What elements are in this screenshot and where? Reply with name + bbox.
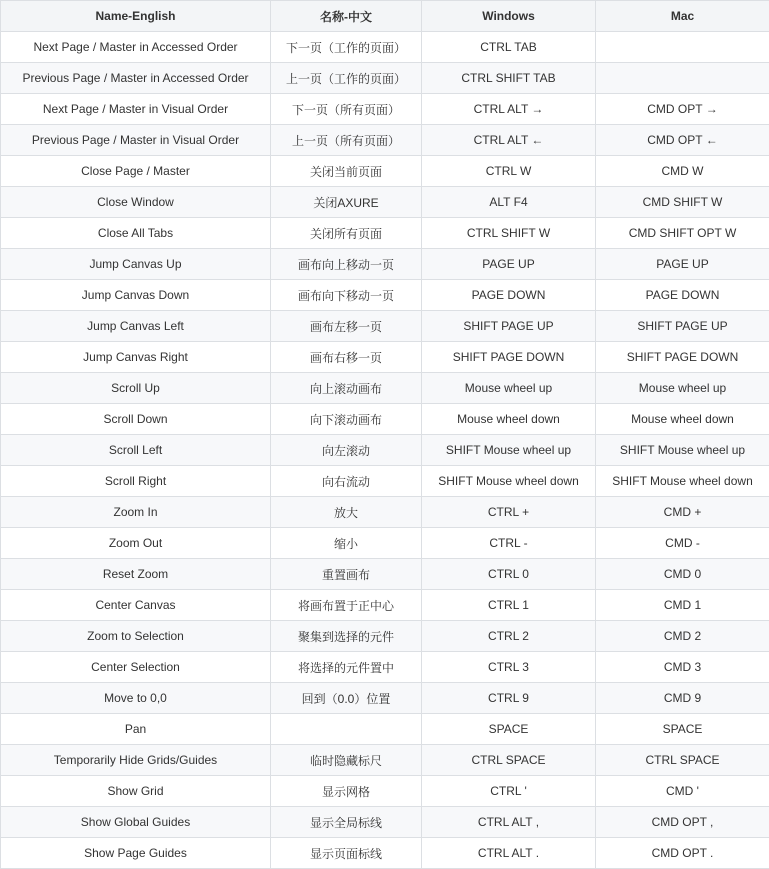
cell-windows: CTRL ALT , [422, 807, 596, 838]
cell-name-english: Scroll Left [1, 435, 271, 466]
cell-name-chinese: 将选择的元件置中 [271, 652, 422, 683]
cell-windows: CTRL SHIFT W [422, 218, 596, 249]
cell-name-english: Show Global Guides [1, 807, 271, 838]
cell-name-chinese: 显示全局标线 [271, 807, 422, 838]
table-row [1, 466, 769, 497]
table-row [1, 187, 769, 218]
cell-name-english: Show Grid [1, 776, 271, 807]
table-row [1, 838, 769, 869]
cell-windows: PAGE UP [422, 249, 596, 280]
table-row [1, 249, 769, 280]
table-row [1, 621, 769, 652]
table-row [1, 125, 769, 156]
cell-name-chinese: 回到（0.0）位置 [271, 683, 422, 714]
table-row [1, 497, 769, 528]
cell-windows: CTRL SPACE [422, 745, 596, 776]
cell-name-english: Jump Canvas Right [1, 342, 271, 373]
cell-mac [596, 63, 769, 94]
cell-name-chinese: 关闭当前页面 [271, 156, 422, 187]
cell-name-english: Jump Canvas Left [1, 311, 271, 342]
cell-name-chinese: 上一页（所有页面） [271, 125, 422, 156]
cell-name-chinese: 画布左移一页 [271, 311, 422, 342]
cell-name-chinese: 将画布置于正中心 [271, 590, 422, 621]
cell-windows: Mouse wheel up [422, 373, 596, 404]
cell-name-chinese: 放大 [271, 497, 422, 528]
cell-mac [596, 32, 769, 63]
cell-mac: SHIFT PAGE DOWN [596, 342, 769, 373]
table-row [1, 63, 769, 94]
cell-windows: PAGE DOWN [422, 280, 596, 311]
cell-windows: CTRL ALT . [422, 838, 596, 869]
table-row [1, 435, 769, 466]
cell-mac: SHIFT Mouse wheel up [596, 435, 769, 466]
table-row [1, 714, 769, 745]
table-row [1, 342, 769, 373]
cell-windows: SHIFT Mouse wheel down [422, 466, 596, 497]
cell-name-chinese: 向左滚动 [271, 435, 422, 466]
table-body [1, 32, 769, 869]
cell-mac: Mouse wheel up [596, 373, 769, 404]
cell-windows: CTRL ' [422, 776, 596, 807]
table-row [1, 156, 769, 187]
cell-windows: Mouse wheel down [422, 404, 596, 435]
table-row [1, 559, 769, 590]
cell-name-chinese: 临时隐藏标尺 [271, 745, 422, 776]
cell-mac: CMD OPT . [596, 838, 769, 869]
cell-windows: CTRL 2 [422, 621, 596, 652]
table-row [1, 776, 769, 807]
cell-mac: SHIFT PAGE UP [596, 311, 769, 342]
header-mac: Mac [596, 1, 769, 32]
table-row [1, 94, 769, 125]
cell-name-english: Next Page / Master in Visual Order [1, 94, 271, 125]
cell-name-chinese: 关闭所有页面 [271, 218, 422, 249]
cell-name-english: Jump Canvas Down [1, 280, 271, 311]
cell-windows: ALT F4 [422, 187, 596, 218]
cell-name-chinese: 下一页（所有页面） [271, 94, 422, 125]
table-row [1, 590, 769, 621]
cell-name-english: Zoom In [1, 497, 271, 528]
cell-mac: CMD 3 [596, 652, 769, 683]
cell-windows: CTRL 1 [422, 590, 596, 621]
table-row [1, 311, 769, 342]
cell-name-chinese: 向右流动 [271, 466, 422, 497]
table-row [1, 218, 769, 249]
cell-mac: CMD 0 [596, 559, 769, 590]
header-row [1, 1, 769, 32]
cell-windows: CTRL + [422, 497, 596, 528]
cell-name-chinese: 画布向下移动一页 [271, 280, 422, 311]
cell-name-english: Close Page / Master [1, 156, 271, 187]
cell-windows: CTRL 9 [422, 683, 596, 714]
cell-name-chinese: 画布右移一页 [271, 342, 422, 373]
cell-name-chinese: 聚集到选择的元件 [271, 621, 422, 652]
cell-name-english: Reset Zoom [1, 559, 271, 590]
cell-windows: CTRL TAB [422, 32, 596, 63]
cell-name-english: Zoom to Selection [1, 621, 271, 652]
table-row [1, 683, 769, 714]
header-name-chinese: 名称-中文 [271, 1, 422, 32]
cell-name-english: Zoom Out [1, 528, 271, 559]
cell-windows: CTRL ALT ← [422, 125, 596, 156]
cell-name-english: Center Canvas [1, 590, 271, 621]
cell-name-english: Next Page / Master in Accessed Order [1, 32, 271, 63]
cell-name-english: Previous Page / Master in Accessed Order [1, 63, 271, 94]
table-row [1, 404, 769, 435]
cell-name-english: Close Window [1, 187, 271, 218]
cell-mac: CMD OPT , [596, 807, 769, 838]
cell-mac: CMD + [596, 497, 769, 528]
cell-mac: CTRL SPACE [596, 745, 769, 776]
cell-name-chinese: 画布向上移动一页 [271, 249, 422, 280]
cell-windows: CTRL ALT → [422, 94, 596, 125]
cell-mac: CMD ' [596, 776, 769, 807]
table-row [1, 745, 769, 776]
cell-name-english: Pan [1, 714, 271, 745]
cell-windows: CTRL 3 [422, 652, 596, 683]
cell-windows: SHIFT PAGE DOWN [422, 342, 596, 373]
cell-windows: SHIFT PAGE UP [422, 311, 596, 342]
table-row [1, 652, 769, 683]
header-windows: Windows [422, 1, 596, 32]
cell-name-chinese [271, 714, 422, 745]
cell-name-chinese: 缩小 [271, 528, 422, 559]
cell-mac: CMD OPT → [596, 94, 769, 125]
cell-name-chinese: 重置画布 [271, 559, 422, 590]
cell-name-english: Scroll Down [1, 404, 271, 435]
cell-mac: CMD 1 [596, 590, 769, 621]
cell-windows: CTRL W [422, 156, 596, 187]
cell-name-english: Previous Page / Master in Visual Order [1, 125, 271, 156]
cell-mac: CMD - [596, 528, 769, 559]
cell-mac: SPACE [596, 714, 769, 745]
cell-mac: PAGE UP [596, 249, 769, 280]
cell-name-chinese: 显示网格 [271, 776, 422, 807]
cell-windows: CTRL 0 [422, 559, 596, 590]
cell-name-english: Scroll Right [1, 466, 271, 497]
table-row [1, 280, 769, 311]
header-name-english: Name-English [1, 1, 271, 32]
cell-name-english: Center Selection [1, 652, 271, 683]
cell-name-chinese: 关闭AXURE [271, 187, 422, 218]
table-header [1, 1, 769, 32]
cell-mac: CMD 9 [596, 683, 769, 714]
cell-windows: SPACE [422, 714, 596, 745]
cell-name-english: Temporarily Hide Grids/Guides [1, 745, 271, 776]
cell-mac: SHIFT Mouse wheel down [596, 466, 769, 497]
cell-mac: Mouse wheel down [596, 404, 769, 435]
cell-windows: SHIFT Mouse wheel up [422, 435, 596, 466]
cell-mac: PAGE DOWN [596, 280, 769, 311]
table-row [1, 32, 769, 63]
table-row [1, 373, 769, 404]
cell-name-english: Move to 0,0 [1, 683, 271, 714]
cell-mac: CMD 2 [596, 621, 769, 652]
cell-name-english: Scroll Up [1, 373, 271, 404]
cell-name-english: Jump Canvas Up [1, 249, 271, 280]
cell-mac: CMD W [596, 156, 769, 187]
cell-name-chinese: 下一页（工作的页面） [271, 32, 422, 63]
cell-name-chinese: 向上滚动画布 [271, 373, 422, 404]
cell-windows: CTRL SHIFT TAB [422, 63, 596, 94]
cell-name-english: Show Page Guides [1, 838, 271, 869]
cell-mac: CMD SHIFT W [596, 187, 769, 218]
cell-mac: CMD OPT ← [596, 125, 769, 156]
cell-name-chinese: 显示页面标线 [271, 838, 422, 869]
table-row [1, 528, 769, 559]
cell-windows: CTRL - [422, 528, 596, 559]
cell-name-english: Close All Tabs [1, 218, 271, 249]
cell-name-chinese: 上一页（工作的页面） [271, 63, 422, 94]
cell-name-chinese: 向下滚动画布 [271, 404, 422, 435]
table-row [1, 807, 769, 838]
cell-mac: CMD SHIFT OPT W [596, 218, 769, 249]
